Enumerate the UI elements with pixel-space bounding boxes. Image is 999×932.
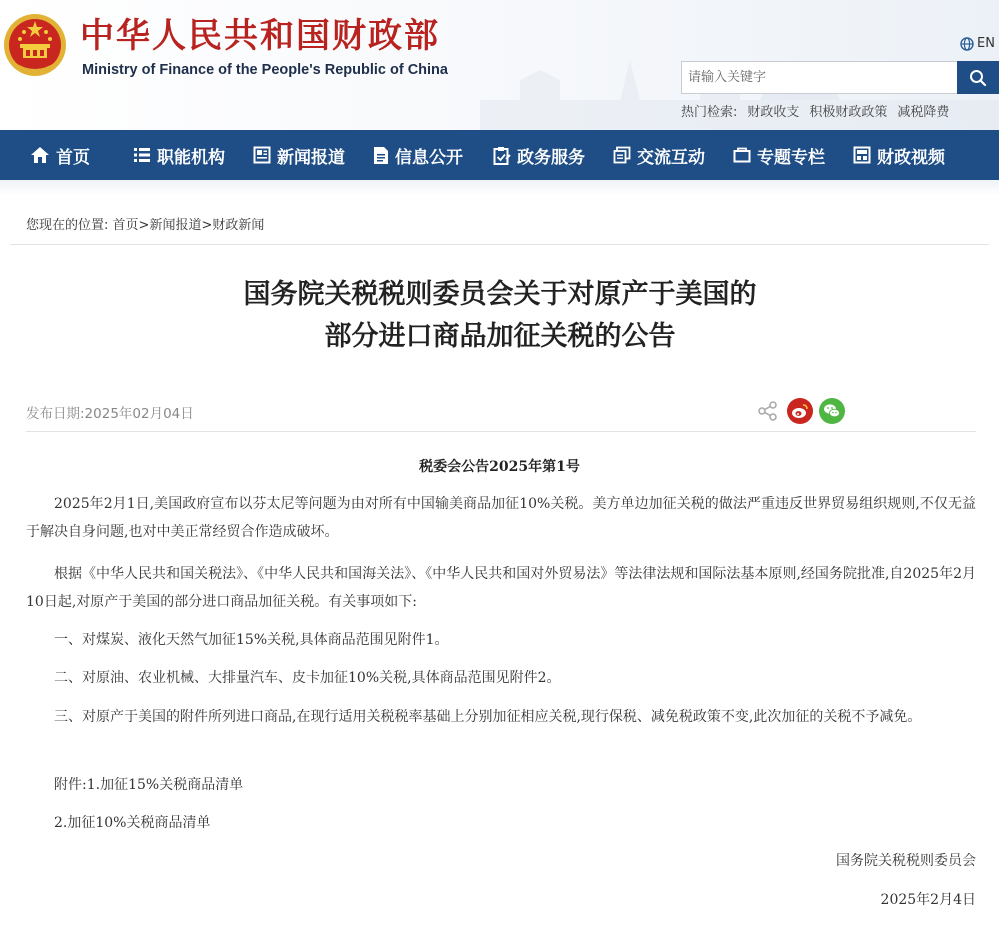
nav-label: 政务服务: [517, 147, 585, 168]
site-title-en: Ministry of Finance of the People's Republic of China: [82, 62, 448, 78]
nav-label: 首页: [56, 147, 90, 168]
attachment-1: 附件:1.加征15%关税商品清单: [54, 777, 244, 793]
nav-item-news[interactable]: [253, 130, 345, 180]
search-icon: [969, 69, 987, 87]
hot-link-fiscal-revenue[interactable]: 财政收支: [747, 105, 800, 120]
search-button[interactable]: [957, 61, 999, 94]
attachment-2: 2.加征10%关税商品清单: [54, 815, 211, 831]
sign-date: 2025年2月4日: [880, 892, 976, 908]
share-button[interactable]: [755, 398, 781, 424]
search-bar: [681, 61, 999, 94]
nav-item-home[interactable]: [30, 130, 90, 180]
nav-label: 交流互动: [637, 147, 705, 168]
paragraph-2: 根据《中华人民共和国关税法》、《中华人民共和国海关法》、《中华人民共和国对外贸易法》等法律法规和国际法基本原则,经国务院批准,自2025年2月10日起,对原产于美国的部分进口商品加征关税。有关事项如下:: [26, 566, 976, 610]
nav-label: 职能机构: [157, 147, 225, 168]
nav-item-functions[interactable]: [133, 130, 225, 180]
share-icon: [757, 400, 779, 422]
share-wechat-button[interactable]: [819, 398, 845, 424]
nav-item-interaction[interactable]: [613, 130, 705, 180]
divider: [10, 244, 989, 245]
breadcrumb-news[interactable]: 新闻报道: [149, 218, 202, 233]
nav-shadow: [0, 180, 999, 196]
nav-label: 财政视频: [877, 147, 945, 168]
search-input[interactable]: [681, 61, 957, 94]
signer: 国务院关税税则委员会: [836, 853, 976, 869]
nav-item-gov-services[interactable]: [493, 130, 585, 180]
divider: [26, 431, 976, 432]
nav-item-info-disclosure[interactable]: [373, 130, 463, 180]
hot-link-tax-cut[interactable]: 减税降费: [897, 105, 950, 120]
globe-icon: [960, 37, 974, 51]
nav-item-special-topics[interactable]: [733, 130, 825, 180]
article-title: [100, 274, 900, 358]
list-icon: [133, 146, 151, 164]
paragraph-1: 2025年2月1日,美国政府宣布以芬太尼等问题为由对所有中国输美商品加征10%关税。美方单边加征关税的做法严重违反世界贸易组织规则,不仅无益于解决自身问题,也对中美正常经贸合作造成破坏。: [26, 496, 976, 540]
site-title-cn: 中华人民共和国财政部: [80, 16, 440, 56]
breadcrumb-prefix: 您现在的位置:: [26, 218, 109, 233]
wechat-icon: [819, 398, 845, 424]
video-icon: [853, 146, 871, 164]
weibo-icon: [787, 398, 813, 424]
document-number: 税委会公告2025年第1号: [419, 459, 580, 475]
share-bar: [755, 398, 845, 424]
chat-icon: [613, 146, 631, 164]
breadcrumb-separator: >: [201, 218, 213, 233]
nav-label: 新闻报道: [277, 147, 345, 168]
nav-label: 信息公开: [395, 147, 463, 168]
breadcrumb-separator: >: [138, 218, 150, 233]
document-icon: [373, 146, 389, 165]
paragraph-4: 二、对原油、农业机械、大排量汽车、皮卡加征10%关税,具体商品范围见附件2。: [54, 670, 561, 686]
breadcrumb-fiscal-news[interactable]: 财政新闻: [212, 218, 265, 233]
news-icon: [253, 146, 271, 164]
hot-search-label: 热门检索:: [681, 105, 738, 120]
publish-date: 发布日期:2025年02月04日: [26, 406, 194, 422]
paragraph-3: 一、对煤炭、液化天然气加征15%关税,具体商品范围见附件1。: [54, 632, 449, 648]
article-title-line2: 部分进口商品加征关税的公告: [324, 321, 676, 352]
article-title-line1: 国务院关税税则委员会关于对原产于美国的: [243, 279, 757, 310]
hot-search: [681, 101, 949, 120]
language-switch[interactable]: [960, 36, 995, 51]
hot-link-fiscal-policy[interactable]: 积极财政政策: [809, 105, 888, 120]
national-emblem-icon: [2, 12, 68, 78]
main-nav: [0, 130, 999, 180]
clipboard-icon: [493, 146, 511, 165]
home-icon: [30, 145, 50, 165]
folder-icon: [733, 147, 751, 163]
share-weibo-button[interactable]: [787, 398, 813, 424]
site-header: [0, 0, 999, 130]
language-label: EN: [977, 36, 995, 51]
breadcrumb-home[interactable]: 首页: [112, 218, 139, 233]
nav-item-videos[interactable]: [853, 130, 945, 180]
nav-label: 专题专栏: [757, 147, 825, 168]
breadcrumb: [26, 214, 264, 233]
paragraph-5: 三、对原产于美国的附件所列进口商品,在现行适用关税税率基础上分别加征相应关税,现行保税、减免税政策不变,此次加征的关税不予减免。: [54, 709, 922, 725]
